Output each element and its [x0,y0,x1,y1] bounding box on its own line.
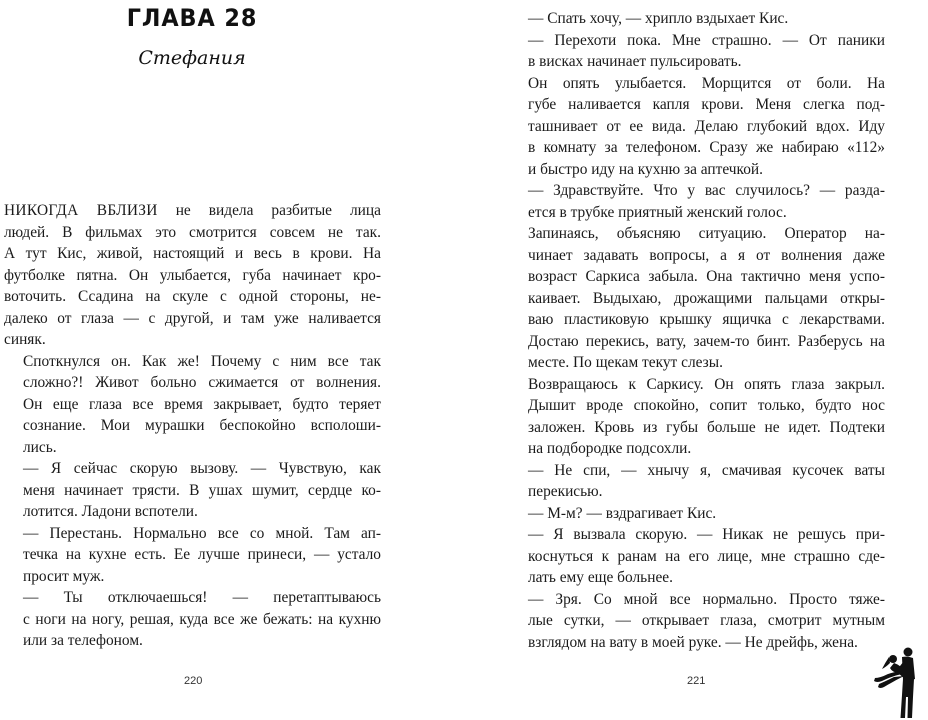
paragraph [4,523,381,588]
paragraph [509,180,885,223]
text-line: Он еще глаза все время закрывает, будто теряет [23,395,381,413]
text-line: чинает задавать вопросы, а я от волнения даже [528,246,885,264]
text-line: каивает. Выдыхаю, дрожащими пальцами откры- [528,289,885,307]
couple-silhouette-icon [872,645,924,719]
text-line: лые сутки, — открывает глаза, смотрит мутным [528,612,885,629]
page-number-left: 220 [184,675,203,687]
paragraph [4,200,381,351]
text-line: с ноги на ногу, решая, куда все же бежать: на кухню [23,610,381,628]
text-line: лотится. Ладони вспотели. [23,503,198,520]
text-line: или за телефоном. [23,632,143,649]
left-page-text [4,200,381,652]
text-line: ташнивает от ее вида. Делаю глубокий вдох. Иду [528,117,885,135]
text-line: Возвращаюсь к Саркису. Он опять глаза закрыл. [528,375,885,393]
text-line: — Перестань. Нормально все со мной. Там ап- [23,524,381,542]
text-line: А тут Кис, живой, настоящий и весь в крови. На [4,245,381,262]
text-line: Достаю перекись, вату, зачем-то бинт. Разберусь на [528,332,885,350]
text-line: ваю пластиковую крышку ящичка с лекарствами. [528,311,885,328]
page-number-right: 221 [687,675,706,687]
text-line: — Перехоти пока. Мне страшно. — От паники [528,31,885,49]
paragraph [4,587,381,652]
text-line: Он опять улыбается. Морщится от боли. На [528,74,885,92]
text-line: синяк. [4,331,46,348]
paragraph [4,351,381,459]
text-line: — Ты отключаешься! — перетаптываюсь [23,589,381,606]
text-line: в висках начинает пульсировать. [528,53,742,70]
text-line: взглядом на вату в моей руке. — Не дрейфь, жена. [528,633,858,651]
text-line: — Здравствуйте. Что у вас случилось? — разда- [528,182,885,199]
text-line: заложен. Кровь из губы больше не идет. Подтеки [528,418,885,436]
text-line: течка на кухне есть. Ее лучше принеси, — устало [23,546,381,563]
right-page [464,0,928,720]
text-line: в комнату за телефоном. Сразу же набираю «112» [528,139,885,156]
text-line: лать ему еще больнее. [528,569,673,586]
text-line: — Спать хочу, — хрипло вздыхает Кис. [528,10,789,27]
text-line: месте. По щекам текут слезы. [528,354,723,371]
text-line: — Я сейчас скорую вызову. — Чувствую, как [23,460,381,477]
paragraph [509,30,885,73]
text-line: просит муж. [23,567,105,585]
text-line: далеко от глаза — с другой, и там уже наливается [4,309,381,327]
text-line: меня начинает трясти. В ушах шумит, сердце ко- [23,481,381,499]
chapter-title: ГЛАВА 28 [126,4,258,32]
text-line: Дышит вроде спокойно, сопит только, будто нос [528,397,885,414]
paragraph [509,503,885,525]
paragraph [509,589,885,654]
paragraph [509,374,885,460]
text-line: губе наливается капля крови. Меня слегка под- [528,96,885,113]
text-line: сложно?! Живот больно сжимается от волнения. [23,374,381,391]
text-line: — Не спи, — хнычу я, смачивая кусочек ваты [528,461,885,479]
text-line: на подбородке подсохли. [528,440,692,457]
text-line: НИКОГДА ВБЛИЗИ не видела разбитые лица [4,202,381,219]
text-line: воточить. Ссадина на скуле с одной стороны, не- [4,288,381,305]
paragraph [509,73,885,181]
paragraph [509,223,885,374]
paragraph [509,8,885,30]
text-line: — М-м? — вздрагивает Кис. [528,504,717,522]
text-line: и быстро иду на кухню за аптечкой. [528,160,764,178]
text-line: ется в трубке приятный женский голос. [528,203,787,221]
paragraph [4,458,381,523]
text-line: — Зря. Со мной все нормально. Просто тяже- [528,590,885,608]
text-line: Споткнулся он. Как же! Почему с ним все так [23,352,381,370]
text-line: возраст Саркиса забыла. Она тактично меня успо- [528,268,885,285]
right-page-text [509,8,885,653]
text-line: лись. [23,438,57,456]
text-line: перекисью. [528,483,603,500]
text-line: — Я вызвала скорую. — Никак не решусь при- [528,526,885,543]
text-line: коснуться к ранам на его лице, мне страшно сде- [528,547,885,565]
chapter-subtitle: Стефания [138,47,246,69]
text-line: людей. В фильмах это смотрится совсем не так. [4,223,381,241]
text-line: Запинаясь, объясняю ситуацию. Оператор на- [528,225,885,242]
paragraph [509,460,885,503]
paragraph [509,524,885,589]
text-line: футболке пятна. Он улыбается, губа начинает кро- [4,266,381,284]
text-line: сознание. Мои мурашки беспокойно всполоши- [23,417,381,434]
